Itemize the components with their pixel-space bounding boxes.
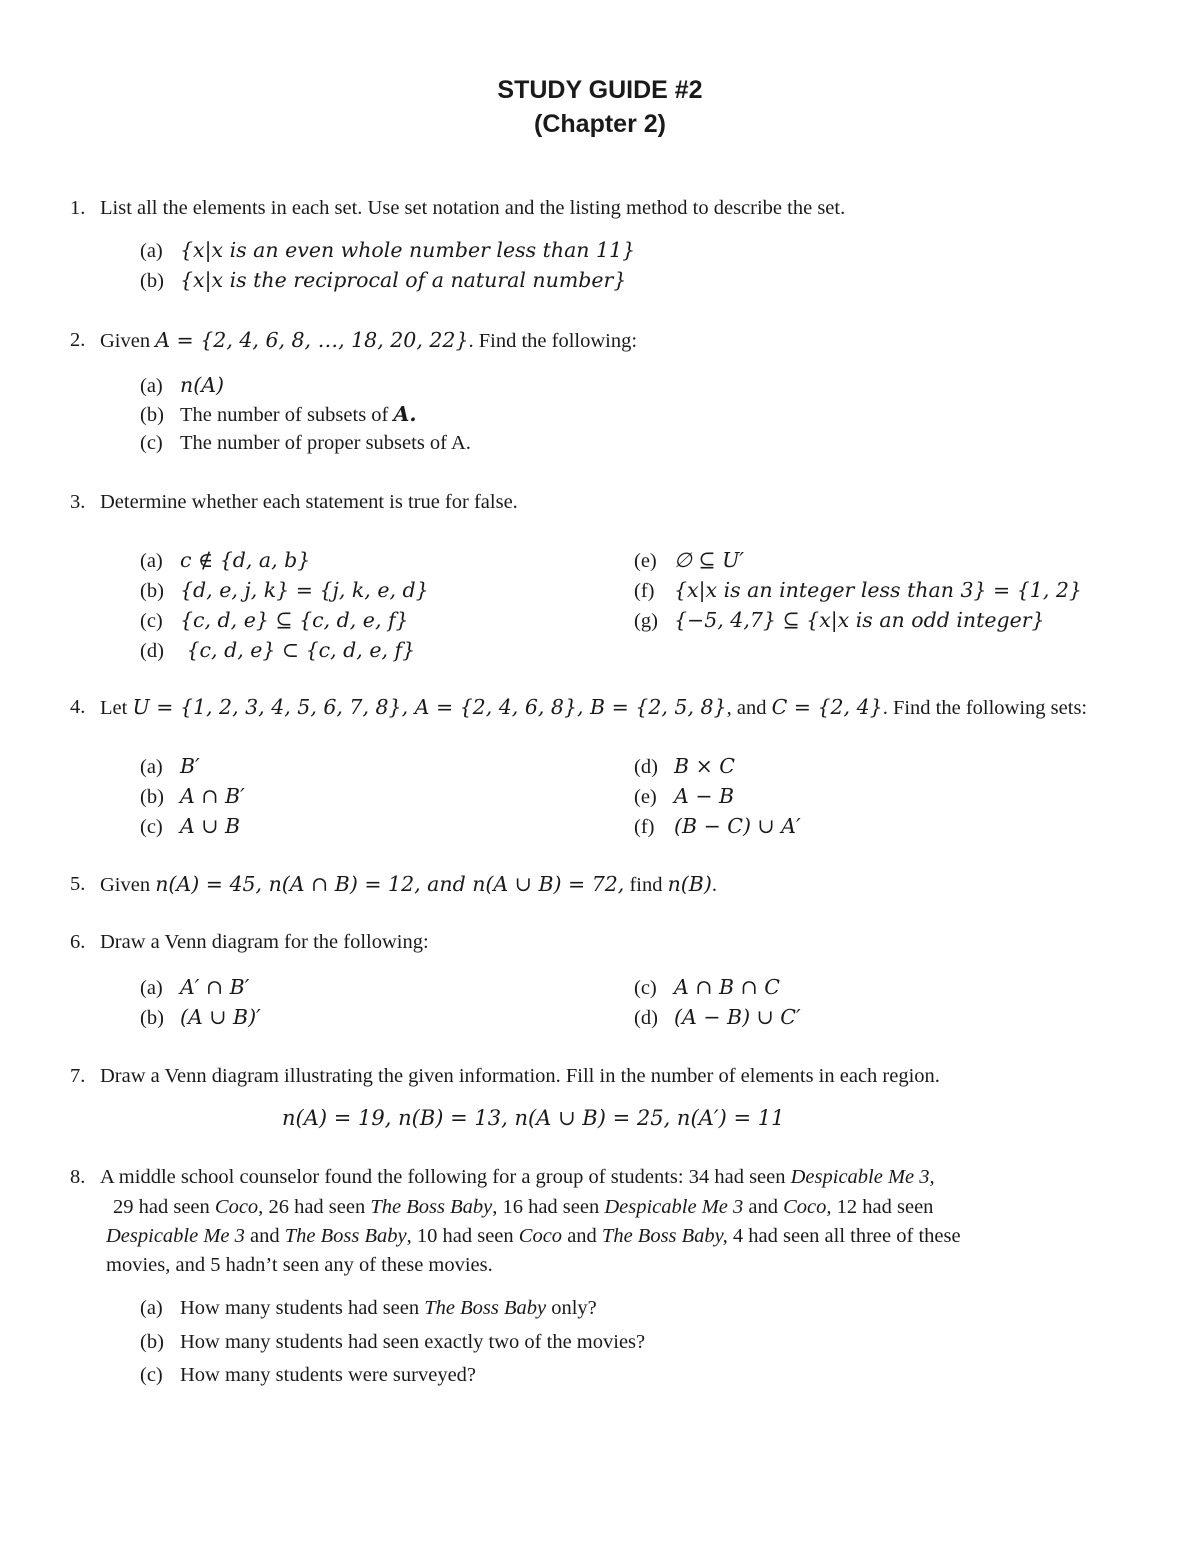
- sub-item-a: (a) B′: [140, 754, 200, 778]
- question-number: 8.: [70, 1166, 86, 1188]
- question-text: Given n(A) = 45, n(A ∩ B) = 12, and n(A ∪ B) = 72, find n(B).: [100, 872, 717, 896]
- sub-item-a: (a) How many students had seen The Boss Baby only?: [140, 1297, 597, 1319]
- sub-item-d: (d) {c, d, e} ⊂ {c, d, e, f}: [140, 638, 416, 662]
- sub-item-b: (b) A ∩ B′: [140, 784, 245, 808]
- sub-item-c: (c) A ∩ B ∩ C: [634, 975, 780, 999]
- sub-item-f: (f) (B − C) ∪ A′: [634, 814, 801, 838]
- question-number: 1.: [70, 197, 86, 219]
- sub-item-e: (e) ∅ ⊆ U′: [634, 548, 744, 572]
- question-text-line-3: Despicable Me 3 and The Boss Baby, 10 had seen Coco and The Boss Baby, 4 had seen all three of these: [106, 1225, 961, 1247]
- sub-item-b: (b) {x|x is the reciprocal of a natural number}: [140, 268, 627, 292]
- question-number: 4.: [70, 696, 86, 718]
- question-text: Given A = {2, 4, 6, 8, …, 18, 20, 22}. Find the following:: [100, 328, 638, 352]
- page-subtitle: (Chapter 2): [534, 110, 666, 138]
- question-text-line-2: 29 had seen Coco, 26 had seen The Boss Baby, 16 had seen Despicable Me 3 and Coco, 12 had seen: [113, 1196, 934, 1218]
- question-number: 7.: [70, 1065, 86, 1087]
- sub-item-c: (c) How many students were surveyed?: [140, 1364, 477, 1386]
- sub-item-d: (d) (A − B) ∪ C′: [634, 1005, 801, 1029]
- sub-item-f: (f) {x|x is an integer less than 3} = {1, 2}: [634, 578, 1082, 602]
- sub-item-e: (e) A − B: [634, 784, 735, 808]
- sub-item-c: (c) A ∪ B: [140, 814, 241, 838]
- question-text-line-1: A middle school counselor found the following for a group of students: 34 had seen Despicable Me 3,: [100, 1166, 935, 1188]
- sub-item-c: (c) {c, d, e} ⊆ {c, d, e, f}: [140, 608, 409, 632]
- sub-item-a: (a) c ∉ {d, a, b}: [140, 548, 311, 572]
- sub-item-b: (b) (A ∪ B)′: [140, 1005, 261, 1029]
- sub-item-b: (b) How many students had seen exactly two of the movies?: [140, 1331, 646, 1353]
- question-text-line-4: movies, and 5 hadn’t seen any of these movies.: [106, 1254, 493, 1276]
- question-number: 6.: [70, 931, 86, 953]
- page-title: STUDY GUIDE #2: [497, 76, 703, 104]
- question-text: Determine whether each statement is true for false.: [100, 491, 518, 513]
- question-text: Draw a Venn diagram illustrating the given information. Fill in the number of elements in each region.: [100, 1065, 940, 1087]
- question-text: Draw a Venn diagram for the following:: [100, 931, 429, 953]
- question-number: 3.: [70, 491, 86, 513]
- sub-item-a: (a) A′ ∩ B′: [140, 975, 250, 999]
- question-number: 2.: [70, 329, 86, 351]
- sub-item-b: (b) {d, e, j, k} = {j, k, e, d}: [140, 578, 429, 602]
- sub-item-a: (a) n(A): [140, 373, 225, 397]
- question-number: 5.: [70, 873, 86, 895]
- question-text: Let U = {1, 2, 3, 4, 5, 6, 7, 8}, A = {2, 4, 6, 8}, B = {2, 5, 8}, and C = {2, 4}. Find the following sets:: [100, 695, 1088, 719]
- sub-item-g: (g) {−5, 4,7} ⊆ {x|x is an odd integer}: [634, 608, 1045, 632]
- given-information: n(A) = 19, n(B) = 13, n(A ∪ B) = 25, n(A′) = 11: [282, 1106, 785, 1130]
- sub-item-d: (d) B × C: [634, 754, 735, 778]
- sub-item-a: (a) {x|x is an even whole number less than 11}: [140, 238, 636, 262]
- sub-item-c: (c) The number of proper subsets of A.: [140, 432, 471, 454]
- question-text: List all the elements in each set. Use set notation and the listing method to describe the set.: [100, 197, 846, 219]
- sub-item-b: (b) The number of subsets of A.: [140, 402, 417, 426]
